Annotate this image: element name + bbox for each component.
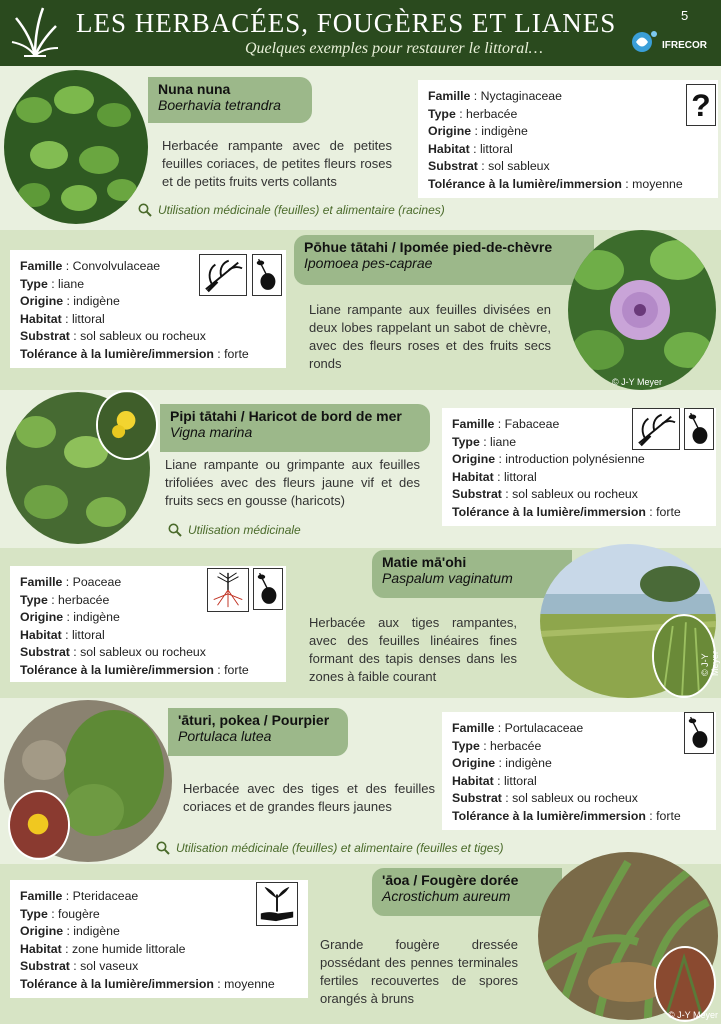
species-usage: Utilisation médicinale <box>168 523 301 537</box>
species-name-box <box>148 77 312 123</box>
species-photo-nuna-nuna <box>4 70 148 224</box>
species-usage: Utilisation médicinale (feuilles) et alimentaire (feuilles et tiges) <box>156 841 503 855</box>
page-number: 5 <box>681 8 689 23</box>
info-tolerance: Tolérance à la lumière/immersion : forte <box>452 808 681 823</box>
info-habitat: Habitat : littoral <box>452 773 537 788</box>
info-famille: Famille : Nyctaginaceae <box>428 89 562 103</box>
species-photo-vigna-flower <box>96 390 158 460</box>
species-info-card <box>418 80 718 198</box>
species-name-box <box>372 868 562 916</box>
info-tolerance: Tolérance à la lumière/immersion : moyenne <box>428 176 683 191</box>
species-scientific-name: Boerhavia tetrandra <box>158 97 281 113</box>
info-tolerance: Tolérance à la lumière/immersion : forte <box>20 346 249 361</box>
photo-credit: © J-Y Meyer <box>668 1010 718 1020</box>
info-famille: Famille : Pteridaceae <box>20 889 139 903</box>
info-habitat: Habitat : zone humide littorale <box>20 941 186 956</box>
species-description: Herbacée rampante avec de petites feuilles coriaces, de petites fleurs roses et de petits fruits verts collants <box>162 138 392 189</box>
info-origine: Origine : indigène <box>20 924 120 939</box>
info-type: Type : fougère <box>20 906 100 921</box>
species-scientific-name: Paspalum vaginatum <box>382 570 513 586</box>
photo-credit: © J-Y Meyer <box>612 377 662 387</box>
info-habitat: Habitat : littoral <box>20 627 105 642</box>
magnifier-icon <box>168 523 182 537</box>
species-name-box <box>160 404 430 452</box>
info-tolerance: Tolérance à la lumière/immersion : forte <box>20 662 249 677</box>
species-common-name: Matie mā'ohi <box>382 554 467 570</box>
info-substrat: Substrat : sol sableux ou rocheux <box>20 645 206 660</box>
species-description: Liane rampante aux feuilles divisées en deux lobes rappelant un sabot de chèvre, avec des fleurs roses et des fruits secs ronds <box>309 302 551 371</box>
info-origine: Origine : indigène <box>452 756 552 771</box>
species-description: Herbacée avec des tiges et des feuilles coriaces et de grandes fleurs jaunes <box>183 781 435 814</box>
magnifier-icon <box>138 203 152 217</box>
magnifier-icon <box>156 841 170 855</box>
root-division-icon <box>207 568 249 612</box>
info-substrat: Substrat : sol sableux ou rocheux <box>20 329 206 344</box>
info-type: Type : liane <box>452 434 517 449</box>
seed-icon <box>252 254 282 296</box>
info-famille: Famille : Poaceae <box>20 575 122 589</box>
cutting-icon <box>632 408 680 450</box>
info-tolerance: Tolérance à la lumière/immersion : forte <box>452 504 681 519</box>
info-habitat: Habitat : littoral <box>20 311 105 326</box>
info-famille: Famille : Fabaceae <box>452 417 560 431</box>
info-type: Type : herbacée <box>20 592 110 607</box>
species-description: Herbacée aux tiges rampantes, avec des feuilles linéaires fines formant des tapis denses dans les zones à faible courant <box>309 615 517 684</box>
species-name-box <box>168 708 348 756</box>
info-origine: Origine : indigène <box>20 610 120 625</box>
info-substrat: Substrat : sol sableux <box>428 159 550 174</box>
species-info-card <box>442 712 716 830</box>
info-origine: Origine : indigène <box>428 124 528 139</box>
species-common-name: Nuna nuna <box>158 81 231 97</box>
info-habitat: Habitat : littoral <box>452 469 537 484</box>
species-scientific-name: Acrostichum aureum <box>382 888 511 904</box>
species-description: Liane rampante ou grimpante aux feuilles trifoliées avec des fleurs jaune vif et des fruits secs en gousse (haricots) <box>165 457 420 508</box>
species-common-name: Pipi tātahi / Haricot de bord de mer <box>170 408 402 424</box>
info-origine: Origine : introduction polynésienne <box>452 452 645 467</box>
species-scientific-name: Portulaca lutea <box>178 728 272 744</box>
photo-credit: © J-Y Meyer <box>700 650 720 676</box>
page-header <box>0 0 721 66</box>
species-scientific-name: Ipomoea pes-caprae <box>304 255 433 271</box>
species-scientific-name: Vigna marina <box>170 424 253 440</box>
species-description: Grande fougère dressée possédant des pennes terminales fertiles recouvertes de spores orangés à bruns <box>320 937 518 1006</box>
info-substrat: Substrat : sol sableux ou rocheux <box>452 487 638 502</box>
info-origine: Origine : indigène <box>20 294 120 309</box>
info-type: Type : herbacée <box>428 106 518 121</box>
species-common-name: Pōhue tātahi / Ipomée pied-de-chèvre <box>304 239 553 255</box>
info-type: Type : herbacée <box>452 738 542 753</box>
seed-icon <box>253 568 283 610</box>
seedling-in-hand-icon <box>256 882 298 926</box>
species-common-name: 'āturi, pokea / Pourpier <box>178 712 330 728</box>
species-usage: Utilisation médicinale (feuilles) et alimentaire (racines) <box>138 203 445 217</box>
page-title: LES HERBACÉES, FOUGÈRES ET LIANES <box>76 8 617 38</box>
info-type: Type : liane <box>20 276 85 291</box>
cutting-icon <box>199 254 247 296</box>
ifrecor-label: IFRECOR <box>662 40 707 51</box>
info-famille: Famille : Portulacaceae <box>452 721 584 735</box>
info-substrat: Substrat : sol vaseux <box>20 959 139 974</box>
info-habitat: Habitat : littoral <box>428 141 513 156</box>
species-common-name: 'āoa / Fougère dorée <box>382 872 519 888</box>
svg-text:?: ? <box>691 87 711 124</box>
seed-icon <box>684 408 714 450</box>
info-substrat: Substrat : sol sableux ou rocheux <box>452 791 638 806</box>
species-name-box <box>372 550 572 598</box>
species-name-box <box>294 235 594 285</box>
page-subtitle: Quelques exemples pour restaurer le littoral… <box>245 40 543 57</box>
question-mark-icon <box>686 84 716 126</box>
info-tolerance: Tolérance à la lumière/immersion : moyenne <box>20 976 275 991</box>
species-photo-portulaca-flower <box>8 790 70 860</box>
species-photo-ipomoea <box>568 230 716 390</box>
seed-icon <box>684 712 714 754</box>
fern-logo-icon <box>10 4 60 60</box>
info-famille: Famille : Convolvulaceae <box>20 259 161 273</box>
